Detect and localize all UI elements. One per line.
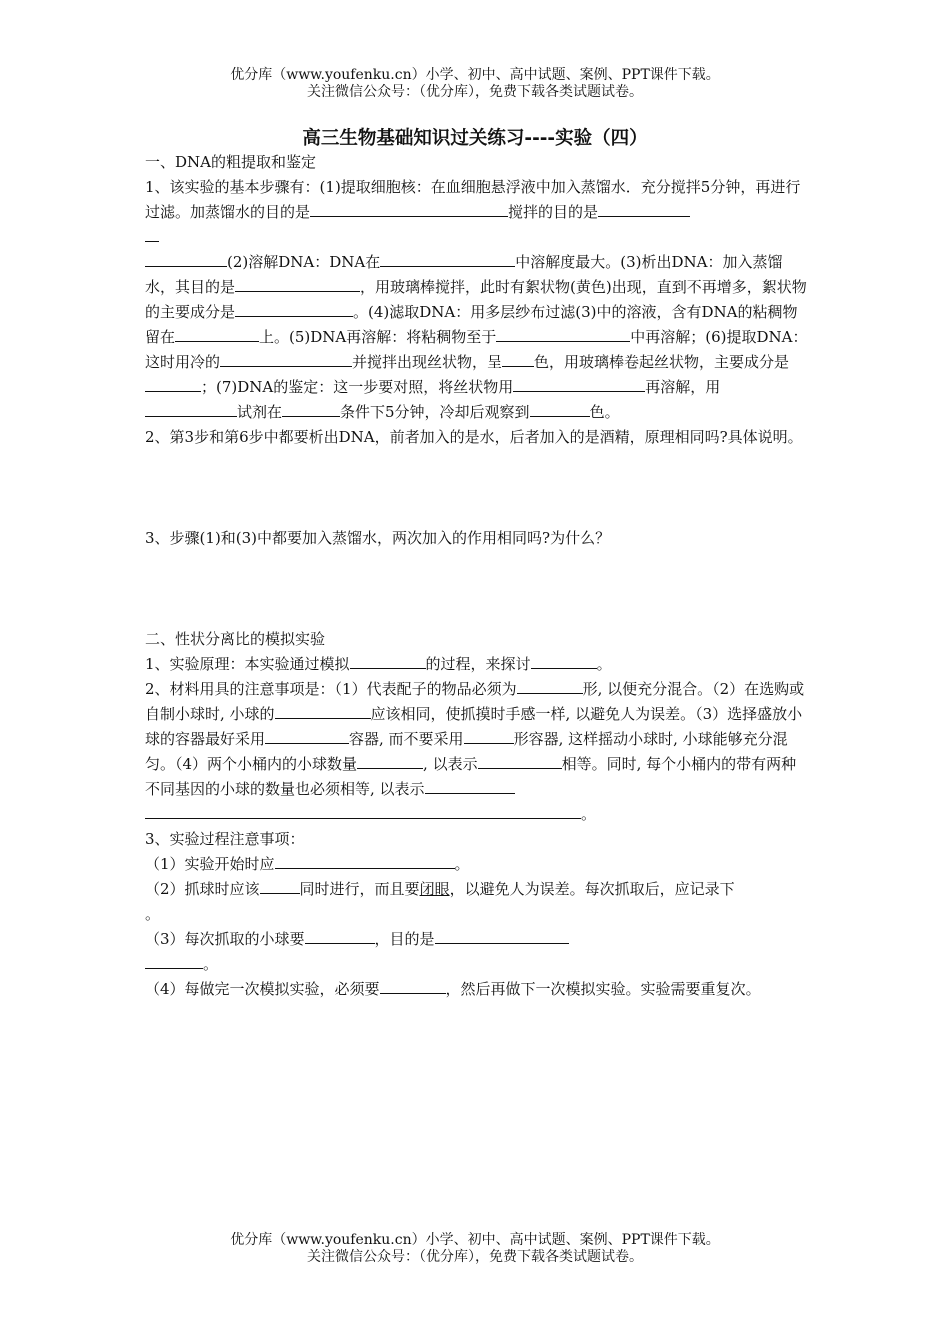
- text: ，用玻璃棒搅拌，此时有絮状物(黄色)出现，直到不再增多，絮状物的主要成分是: [145, 278, 807, 321]
- sec2-question-3-heading: 3、实验过程注意事项：: [145, 830, 305, 848]
- header-line-1: 优分库（www.youfenku.cn）小学、初中、高中试题、案例、PPT课件下载。: [230, 67, 720, 83]
- sec2-item-4: [145, 977, 810, 1002]
- text: 1、实验原理：本实验通过模拟: [145, 655, 350, 673]
- blank[interactable]: [357, 753, 423, 769]
- blank[interactable]: [145, 251, 227, 267]
- text: 再溶解，用: [645, 378, 721, 396]
- text: ，然后再做下一次模拟实验。实验需要重复: [445, 980, 731, 998]
- text: ，以避免人为误差。每次抓取后，应记录下: [449, 880, 735, 898]
- blank[interactable]: [464, 728, 514, 744]
- sec2-question-2: [145, 677, 810, 827]
- text: ，目的是: [374, 930, 435, 948]
- blank[interactable]: [275, 853, 455, 869]
- blank[interactable]: [502, 351, 534, 367]
- blank[interactable]: [265, 728, 349, 744]
- blank[interactable]: [517, 678, 583, 694]
- text: （3）每次抓取的小球要: [145, 930, 305, 948]
- text: 色，用玻璃棒卷起丝状物，主要成分是: [534, 353, 790, 371]
- sec2-item-3: [145, 927, 810, 977]
- text: 搅拌的目的是: [508, 203, 599, 221]
- blank[interactable]: [531, 653, 597, 669]
- blank[interactable]: [145, 401, 237, 417]
- sec1-question-2: 2、第3步和第6步中都要析出DNA，前者加入的是水，后者加入的是酒精，原理相同吗?具体说明。: [145, 428, 803, 446]
- text: 形容器, 这样摇动小球时, 小球能够充分混匀。（4）两个小桶内的小球数量: [145, 730, 788, 773]
- text: (2)溶解DNA：DNA在: [227, 253, 381, 271]
- text: 1、该实验的基本步骤有：(1)提取细胞核：在血细胞悬浮液中加入蒸馏水．充分搅拌5分钟，再进行过滤。加蒸馏水的目的是: [145, 178, 801, 221]
- section-1-heading: 一、DNA的粗提取和鉴定: [145, 153, 316, 171]
- answer-space[interactable]: [145, 450, 810, 526]
- blank[interactable]: [145, 803, 581, 819]
- text: （4）每做完一次模拟实验，必须要: [145, 980, 380, 998]
- sec2-item-2: [145, 877, 810, 927]
- text: 应该相同，使抓摸时手感一样, 以避免人为误差。（3）选择盛放小球的容器最好采用: [145, 705, 803, 748]
- blank[interactable]: [496, 326, 596, 342]
- text: （1）实验开始时应: [145, 855, 275, 873]
- blank[interactable]: [175, 326, 259, 342]
- text: 形, 以便充分混合。（2）在选购或自制小球时, 小球的: [145, 680, 805, 723]
- text: 条件下5分钟，冷却后观察到: [340, 403, 530, 421]
- text: 上。(5)DNA再溶解：将粘稠物至于: [259, 328, 497, 346]
- text: 同时进行，而且要: [299, 880, 420, 898]
- text: 容器, 而不要采用: [349, 730, 464, 748]
- text: 。: [454, 855, 470, 873]
- text: 试剂在: [237, 403, 283, 421]
- blank[interactable]: [596, 326, 630, 342]
- blank[interactable]: [350, 653, 426, 669]
- sec2-item-1: [145, 852, 810, 877]
- blank[interactable]: [220, 351, 352, 367]
- blank[interactable]: [598, 201, 690, 217]
- text: 2、材料用具的注意事项是：（1）代表配子的物品必须为: [145, 680, 517, 698]
- blank[interactable]: [260, 878, 300, 894]
- section-2-heading: 二、性状分离比的模拟实验: [145, 630, 326, 648]
- text: 。: [203, 955, 219, 973]
- sec1-question-1: [145, 175, 810, 425]
- blank[interactable]: [310, 201, 508, 217]
- text: 中溶解度最大。(3)析出DNA：加入蒸馏水，其目的是: [145, 253, 783, 296]
- text: 。: [145, 905, 161, 923]
- text: 相等。同时, 每个小桶内的带有两种不同基因的小球的数量也必须相等, 以表示: [145, 755, 797, 798]
- text: 。(4)滤取DNA：用多层纱布过滤(3)中的溶液，含有DNA的粘稠物留在: [145, 303, 798, 346]
- footer-line-1: 优分库（www.youfenku.cn）小学、初中、高中试题、案例、PPT课件下载。: [230, 1232, 720, 1248]
- underlined-text: 闭眼: [419, 880, 450, 898]
- header-line-2: 关注微信公众号：（优分库），免费下载各类试题试卷。: [307, 84, 643, 100]
- blank[interactable]: [305, 928, 375, 944]
- blank[interactable]: [478, 753, 562, 769]
- page-title: 高三生物基础知识过关练习----实验（四）: [302, 128, 648, 149]
- blank[interactable]: [235, 276, 360, 292]
- text: 的过程，来探讨: [425, 655, 531, 673]
- blank[interactable]: [380, 251, 515, 267]
- page-header: [0, 67, 950, 101]
- blank[interactable]: [145, 226, 159, 242]
- blank[interactable]: [530, 401, 590, 417]
- text: 。: [596, 655, 612, 673]
- blank[interactable]: [380, 978, 446, 994]
- blank[interactable]: [275, 703, 371, 719]
- text: （2）抓球时应该: [145, 880, 260, 898]
- blank[interactable]: [435, 928, 569, 944]
- text: 。: [581, 805, 597, 823]
- text: ；(7)DNA的鉴定：这一步要对照，将丝状物用: [201, 378, 514, 396]
- text: 次。: [730, 980, 761, 998]
- document-body: [145, 150, 810, 1002]
- sec1-question-3: 3、步骤(1)和(3)中都要加入蒸馏水，两次加入的作用相同吗?为什么？: [145, 529, 611, 547]
- text: 中再溶解；(6)提取DNA：这时用冷的: [145, 328, 808, 371]
- blank[interactable]: [425, 778, 515, 794]
- blank[interactable]: [235, 301, 353, 317]
- blank[interactable]: [282, 401, 340, 417]
- answer-space[interactable]: [145, 551, 810, 627]
- text: 色。: [589, 403, 620, 421]
- blank[interactable]: [145, 376, 201, 392]
- sec2-question-1: [145, 652, 810, 677]
- page-footer: [0, 1232, 950, 1266]
- blank[interactable]: [145, 953, 203, 969]
- text: 并搅拌出现丝状物，呈: [352, 353, 503, 371]
- blank[interactable]: [513, 376, 645, 392]
- footer-line-2: 关注微信公众号：（优分库），免费下载各类试题试卷。: [307, 1249, 643, 1265]
- text: , 以表示: [423, 755, 478, 773]
